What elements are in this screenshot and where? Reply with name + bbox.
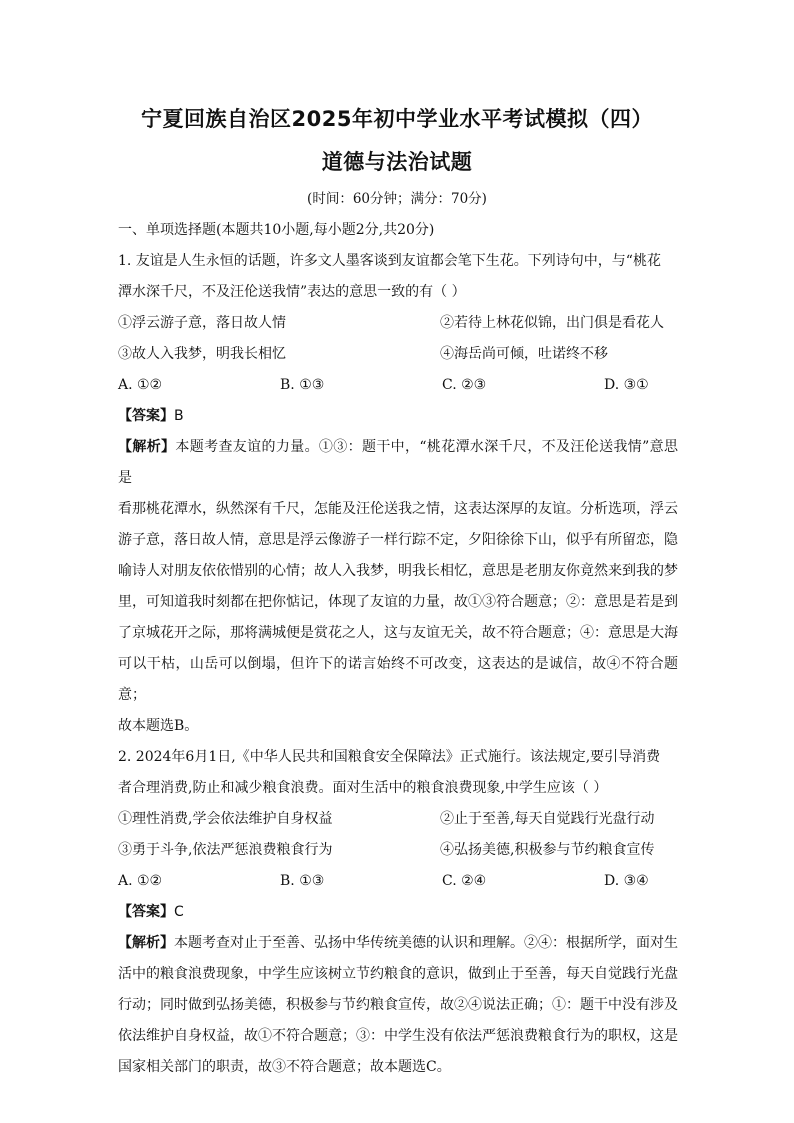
q2-analysis-text-1: 本题考查对止于至善、弘扬中华传统美德的认识和理解。②④：根据所学，面对生	[174, 935, 678, 951]
q2-analysis-line-1	[118, 928, 678, 959]
q2-choice-c: C. ②④	[442, 873, 487, 889]
q2-answer	[118, 897, 678, 928]
q2-choice-d: D. ③④	[604, 873, 649, 889]
q2-options-row-2	[118, 835, 678, 866]
exam-meta: (时间：60分钟；满分：70分)	[307, 191, 487, 207]
q1-analysis-line-8: 故本题选B。	[118, 718, 199, 734]
q1-option-4: ④海岳尚可倾，吐诺终不移	[440, 346, 608, 362]
q2-options-row-1	[118, 804, 678, 835]
q2-choices	[118, 866, 678, 897]
q2-stem-line-1: 2. 2024年6月1日,《中华人民共和国粮食安全保障法》正式施行。该法规定,要引导消费	[118, 749, 661, 765]
q1-stem-line-2: 潭水深千尺，不及汪伦送我情”表达的意思一致的有（ ）	[118, 284, 466, 300]
q1-options-row-1	[118, 308, 678, 339]
q2-answer-label: 【答案】	[118, 904, 174, 920]
subject-title: 道德与法治试题	[321, 150, 473, 174]
q1-analysis-line-6: 了京城花开之际，那将满城便是赏花之人，这与友谊无关，故不符合题意；④：意思是大海	[118, 625, 678, 641]
q2-option-1: ①理性消费,学会依法维护自身权益	[118, 811, 333, 827]
q1-choice-c: C. ②③	[442, 377, 487, 393]
exam-content	[118, 215, 678, 1083]
q1-analysis-line-5: 里，可知道我时刻都在把你惦记，体现了友谊的力量，故①③符合题意；②：意思是若是到	[118, 594, 678, 610]
q2-analysis-line-2: 活中的粮食浪费现象，中学生应该树立节约粮食的意识，做到止于至善，每天自觉践行光盘	[118, 966, 678, 982]
q1-analysis-line-3: 游子意，落日故人情，意思是浮云像游子一样行踪不定，夕阳徐徐下山，似乎有所留恋，隐	[118, 532, 678, 548]
q1-analysis-line-7: 可以干枯，山岳可以倒塌，但许下的诺言始终不可改变，这表达的是诚信，故④不符合题意；	[118, 656, 678, 703]
q1-analysis-line-4: 喻诗人对朋友依依惜别的心情；故人入我梦，明我长相忆，意思是老朋友你竟然来到我的梦	[118, 563, 678, 579]
q1-choice-b: B. ①③	[280, 377, 325, 393]
q2-choice-b: B. ①③	[280, 873, 325, 889]
q1-choices	[118, 370, 678, 401]
q1-option-1: ①浮云游子意，落日故人情	[118, 315, 286, 331]
q1-choice-d: D. ③①	[604, 377, 649, 393]
q2-analysis-line-3: 行动；同时做到弘扬美德，积极参与节约粮食宣传，故②④说法正确；①：题干中没有涉及	[118, 997, 678, 1013]
q2-option-4: ④弘扬美德,积极参与节约粮食宣传	[440, 842, 655, 858]
q1-answer-label: 【答案】	[118, 408, 174, 424]
q2-option-3: ③勇于斗争,依法严惩浪费粮食行为	[118, 842, 333, 858]
q2-analysis-label: 【解析】	[118, 935, 174, 951]
q1-option-3: ③故人入我梦，明我长相忆	[118, 346, 286, 362]
q1-answer-value: B	[174, 408, 184, 424]
q1-analysis-line-1	[118, 432, 678, 494]
section-heading: 一、单项选择题(本题共10小题,每小题2分,共20分)	[118, 222, 435, 238]
q2-stem-line-2: 者合理消费,防止和减少粮食浪费。面对生活中的粮食浪费现象,中学生应该（ ）	[118, 780, 608, 796]
q1-options-row-2	[118, 339, 678, 370]
exam-title: 宁夏回族自治区2025年初中学业水平考试模拟（四）	[141, 107, 653, 131]
q1-analysis-label: 【解析】	[118, 439, 176, 455]
q1-stem-line-1: 1. 友谊是人生永恒的话题，许多文人墨客谈到友谊都会笔下生花。下列诗句中，与“桃花	[118, 253, 661, 269]
q2-analysis-line-4: 依法维护自身权益，故①不符合题意；③：中学生没有依法严惩浪费粮食行为的职权，这是	[118, 1028, 678, 1044]
q1-analysis-line-2: 看那桃花潭水，纵然深有千尺，怎能及汪伦送我之情，这表达深厚的友谊。分析选项，浮云	[118, 501, 678, 517]
q2-answer-value: C	[174, 904, 184, 920]
q1-option-2: ②若待上林花似锦，出门俱是看花人	[440, 315, 664, 331]
q2-analysis-line-5: 国家相关部门的职责，故③不符合题意；故本题选C。	[118, 1059, 451, 1075]
q1-answer	[118, 401, 678, 432]
q1-analysis-text-1: 本题考查友谊的力量。①③：题干中，“桃花潭水深千尺，不及汪伦送我情”意思是	[118, 439, 679, 486]
q2-option-2: ②止于至善,每天自觉践行光盘行动	[440, 811, 655, 827]
q1-choice-a: A. ①②	[118, 377, 163, 393]
q2-choice-a: A. ①②	[118, 873, 163, 889]
